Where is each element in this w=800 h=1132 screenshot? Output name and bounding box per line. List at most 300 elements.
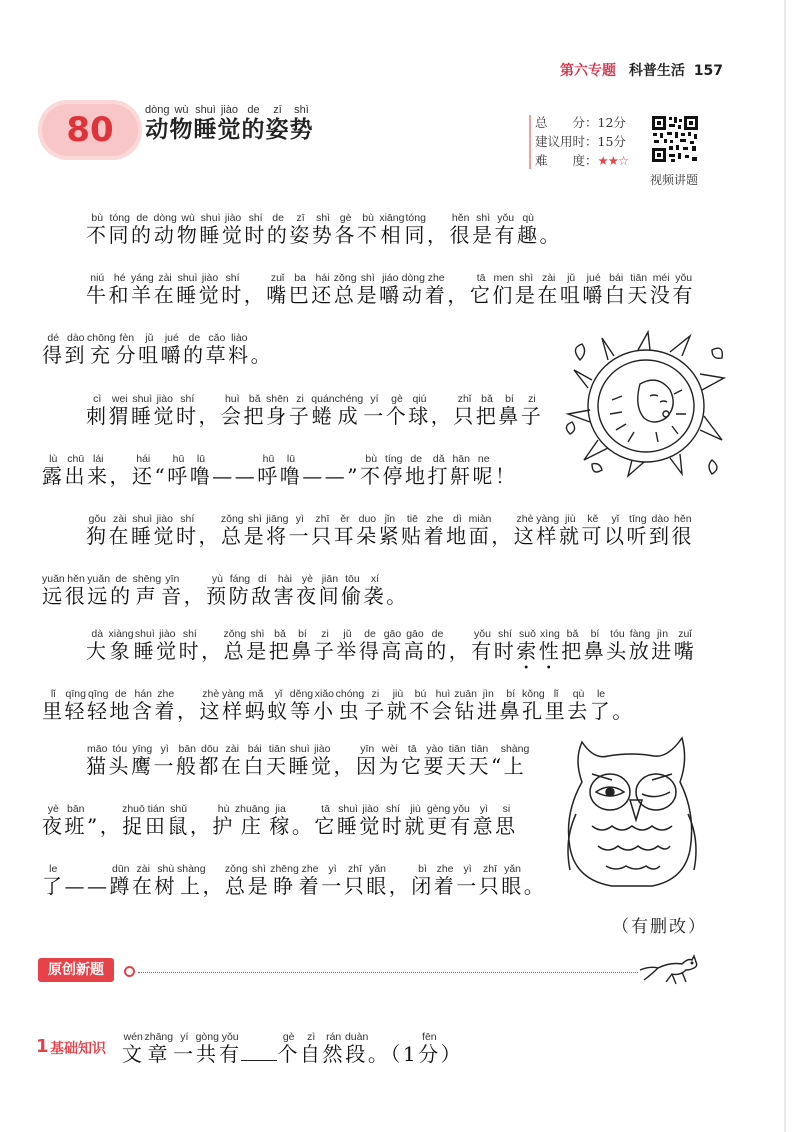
hanzi-with-pinyin: 会huì (431, 688, 455, 723)
punctuation: ， (243, 283, 267, 307)
info-divider (529, 115, 531, 169)
hanzi-with-pinyin: 睡shuì (131, 513, 154, 548)
hanzi-with-pinyin: 天tiān (266, 743, 289, 778)
hanzi-with-pinyin: 听tīng (626, 513, 650, 548)
hanzi-with-pinyin: 样yàng (222, 688, 245, 723)
section-divider (138, 972, 638, 973)
punctuation: ， (333, 754, 356, 778)
hanzi-with-pinyin: 很hěn (64, 573, 88, 608)
section-dot (124, 966, 135, 977)
punctuation: 。 (367, 1042, 391, 1066)
answer-blank[interactable] (241, 1042, 277, 1061)
paragraph-line (42, 688, 635, 721)
hanzi-with-pinyin: 分fèn (115, 332, 139, 367)
hanzi-with-pinyin: 打dǎ (427, 453, 450, 488)
hanzi-with-pinyin: 时shí (178, 628, 202, 663)
hanzi-with-pinyin: 进jìn (651, 628, 674, 663)
punctuation: 。 (539, 223, 562, 247)
punctuation: “ (491, 754, 504, 778)
hanzi-with-pinyin: 是shì (356, 272, 380, 307)
hanzi-with-pinyin: 般bān (176, 743, 199, 778)
hanzi-with-pinyin: 同tóng (404, 212, 427, 247)
hanzi-with-pinyin: 章zhāng (144, 1031, 174, 1066)
punctuation: ， (430, 404, 454, 428)
punctuation: （1 (390, 1042, 419, 1066)
hanzi-with-pinyin: 的de (426, 628, 449, 663)
hanzi-with-pinyin: 举jǔ (336, 628, 359, 663)
hanzi-with-pinyin: 在zài (537, 272, 560, 307)
hanzi-with-pinyin: 的de (183, 332, 206, 367)
hanzi-with-pinyin: 就jiù (559, 513, 582, 548)
suggested-time-value: 15分 (597, 134, 626, 149)
hanzi-with-pinyin: 姿zī (289, 212, 312, 247)
hanzi-with-pinyin: 睡shuì (133, 628, 157, 663)
hanzi-with-pinyin: 高gāo (403, 628, 427, 663)
hanzi-with-pinyin: 间jiān (318, 573, 342, 608)
hanzi-with-pinyin: 动dòng (153, 212, 177, 247)
punctuation: ， (189, 814, 213, 838)
question-tag: 基础知识 (50, 1041, 106, 1057)
hanzi-with-pinyin: 没méi (649, 272, 673, 307)
hanzi-with-pinyin: 羊yáng (131, 272, 154, 307)
hanzi-with-pinyin: 噜lū (189, 453, 213, 488)
hanzi-with-pinyin: 敌dí (251, 573, 274, 608)
hanzi-with-pinyin: 充chōng (87, 332, 116, 367)
hanzi-with-pinyin: 耳ěr (333, 513, 357, 548)
hanzi-with-pinyin: 就jiù (404, 803, 427, 838)
hanzi-with-pinyin: 的de (266, 212, 290, 247)
hanzi-with-pinyin: 出chū (64, 453, 87, 488)
paragraph-line (42, 803, 518, 836)
hanzi-with-pinyin: 时shí (493, 628, 517, 663)
hanzi-with-pinyin: 夜yè (42, 803, 65, 838)
hanzi-with-pinyin: 上shàng (177, 863, 206, 898)
punctuation: ， (447, 283, 470, 307)
hanzi-with-pinyin: 地dì (446, 513, 469, 548)
title-char: 动dòng (145, 104, 170, 143)
paragraph-line (42, 332, 273, 365)
hanzi-with-pinyin: 们men (492, 272, 515, 307)
page-number: 157 (693, 63, 723, 79)
hanzi-with-pinyin: 都dōu (198, 743, 221, 778)
title-char: 睡shuì (193, 104, 218, 143)
punctuation: ， (448, 639, 472, 663)
paragraph-line (86, 628, 696, 674)
hanzi-with-pinyin: 索suǒ (516, 628, 539, 663)
hanzi-with-pinyin: 是shì (246, 628, 269, 663)
hanzi-with-pinyin: 它tā (469, 272, 493, 307)
paragraph-line (42, 863, 546, 896)
hanzi-with-pinyin: 害hài (273, 573, 297, 608)
hanzi-with-pinyin: 睡shuì (176, 272, 199, 307)
hanzi-with-pinyin: 相xiāng (379, 212, 405, 247)
punctuation: 。 (386, 584, 409, 608)
hanzi-with-pinyin: 鼠shǔ (167, 803, 190, 838)
hanzi-with-pinyin: 总zǒng (223, 628, 247, 663)
hanzi-with-pinyin: 总zǒng (224, 863, 248, 898)
hanzi-with-pinyin: 天tiān (468, 743, 491, 778)
hanzi-with-pinyin: 更gèng (426, 803, 451, 838)
hanzi-with-pinyin: 和hé (108, 272, 131, 307)
hanzi-with-pinyin: 面miàn (468, 513, 492, 548)
hanzi-with-pinyin: 停tíng (382, 453, 405, 488)
hanzi-with-pinyin: 这zhè (513, 513, 537, 548)
hanzi-with-pinyin: 把bǎ (561, 628, 584, 663)
hanzi-with-pinyin: 地de (109, 688, 132, 723)
hanzi-with-pinyin: 要yào (423, 743, 446, 778)
hanzi-with-pinyin: 巴ba (288, 272, 312, 307)
info-box (523, 113, 628, 170)
hanzi-with-pinyin: 子zi (313, 628, 337, 663)
hanzi-with-pinyin: 还hái (132, 453, 155, 488)
hanzi-with-pinyin: 头tóu (108, 743, 131, 778)
hanzi-with-pinyin: 有yǒu (218, 1031, 242, 1066)
hanzi-with-pinyin: 是shì (247, 863, 271, 898)
hanzi-with-pinyin: 远yuǎn (42, 573, 65, 608)
hanzi-with-pinyin: 将jiāng (266, 513, 289, 548)
hanzi-with-pinyin: 鼻bí (498, 393, 521, 428)
hanzi-with-pinyin: 里lǐ (42, 688, 65, 723)
hanzi-with-pinyin: 分fēn (418, 1031, 441, 1066)
punctuation: ， (183, 584, 207, 608)
hanzi-with-pinyin: 子zi (520, 393, 544, 428)
paragraph-line (86, 743, 529, 776)
hanzi-with-pinyin: 时shí (176, 513, 199, 548)
hanzi-with-pinyin: 觉jiào (311, 743, 334, 778)
hanzi-with-pinyin: 时shí (244, 212, 267, 247)
paragraph-line (86, 393, 543, 426)
hanzi-with-pinyin: 嚼jiáo (379, 272, 402, 307)
punctuation: ” (347, 464, 360, 488)
hanzi-with-pinyin: 朵duo (356, 513, 379, 548)
hanzi-with-pinyin: 鼻bí (291, 628, 314, 663)
hanzi-with-pinyin: 个gè (277, 1031, 300, 1066)
hanzi-with-pinyin: 段duàn (344, 1031, 369, 1066)
hanzi-with-pinyin: 大dà (86, 628, 109, 663)
hanzi-with-pinyin: 只zhī (478, 863, 502, 898)
hanzi-with-pinyin: 孔kǒng (522, 688, 545, 723)
punctuation: 。 (523, 874, 547, 898)
title-char: 势shì (289, 104, 314, 143)
hanzi-with-pinyin: 不bù (359, 453, 383, 488)
punctuation: ， (202, 874, 226, 898)
suggested-time-label: 建议用时： (535, 134, 598, 149)
paragraph-line (42, 453, 517, 486)
hanzi-with-pinyin: 蚂mǎ (244, 688, 268, 723)
hanzi-with-pinyin: 料liào (228, 332, 251, 367)
hanzi-with-pinyin: 觉jiào (156, 628, 179, 663)
hanzi-with-pinyin: 总zǒng (333, 272, 357, 307)
source-note: （有删改） (612, 917, 707, 937)
hanzi-with-pinyin: 天tiān (446, 743, 469, 778)
hanzi-with-pinyin: 小xiǎo (313, 688, 336, 723)
difficulty-label: 难 度： (535, 153, 598, 168)
punctuation: ” (87, 814, 100, 838)
question-number: 1 (36, 1036, 49, 1057)
hanzi-with-pinyin: 自zì (299, 1031, 323, 1066)
hanzi-with-pinyin: 嚼jué (160, 332, 184, 367)
hanzi-with-pinyin: 防fáng (228, 573, 252, 608)
hanzi-with-pinyin: 睡shuì (288, 743, 311, 778)
hanzi-with-pinyin: 它tā (401, 743, 424, 778)
punctuation: ！ (494, 464, 518, 488)
punctuation: ， (177, 699, 200, 723)
category-label: 科普生活 (628, 63, 685, 79)
difficulty (523, 151, 628, 170)
hanzi-with-pinyin: 轻qīng (64, 688, 87, 723)
hanzi-with-pinyin: 意yì (472, 803, 496, 838)
hanzi-with-pinyin: 钻zuān (454, 688, 477, 723)
hanzi-with-pinyin: 贴tiē (401, 513, 424, 548)
title-char: 的de (241, 104, 266, 143)
hanzi-with-pinyin: 是shì (471, 212, 495, 247)
hanzi-with-pinyin: 它tā (314, 803, 337, 838)
hanzi-with-pinyin: 为wèi (378, 743, 401, 778)
hanzi-with-pinyin: 紧jǐn (378, 513, 402, 548)
hanzi-with-pinyin: 咀jǔ (559, 272, 583, 307)
paragraph-line (86, 212, 562, 245)
hanzi-with-pinyin: 含hán (132, 688, 155, 723)
punctuation: ， (491, 524, 514, 548)
hanzi-with-pinyin: 头tóu (606, 628, 629, 663)
hanzi-with-pinyin: 趣qù (516, 212, 540, 247)
hanzi-with-pinyin: 鹰yīng (131, 743, 154, 778)
punctuation: ） (440, 1042, 464, 1066)
hanzi-with-pinyin: 一yì (456, 863, 479, 898)
hanzi-with-pinyin: 不bù (86, 212, 109, 247)
hanzi-with-pinyin: 猫māo (86, 743, 109, 778)
hanzi-with-pinyin: 势shì (311, 212, 335, 247)
total-score-label: 总 分： (535, 115, 598, 130)
hanzi-with-pinyin: 有yǒu (494, 212, 517, 247)
hanzi-with-pinyin: 一yì (321, 863, 344, 898)
hanzi-with-pinyin: 动dòng (401, 272, 425, 307)
hanzi-with-pinyin: 树shù (154, 863, 177, 898)
hanzi-with-pinyin: 因yīn (356, 743, 379, 778)
hanzi-with-pinyin: 狗gǒu (86, 513, 109, 548)
hanzi-with-pinyin: 很hěn (449, 212, 472, 247)
qr-code-icon[interactable] (650, 114, 700, 164)
hanzi-with-pinyin: 有yǒu (672, 272, 695, 307)
hedgehog-illustration (562, 330, 730, 478)
hanzi-with-pinyin: 样yàng (536, 513, 560, 548)
hanzi-with-pinyin: 得dé (42, 332, 65, 367)
hanzi-with-pinyin: 有yǒu (471, 628, 494, 663)
hanzi-with-pinyin: 在zài (221, 743, 244, 778)
page-header (560, 60, 723, 80)
hanzi-with-pinyin: 噜lū (279, 453, 303, 488)
hanzi-with-pinyin: 有yǒu (450, 803, 473, 838)
hanzi-with-pinyin: 子zi (364, 688, 387, 723)
hanzi-with-pinyin: 上shàng (500, 743, 530, 778)
hanzi-with-pinyin: 呼hū (167, 453, 190, 488)
hanzi-with-pinyin: 球qiú (408, 393, 431, 428)
hanzi-with-pinyin: 只zhī (311, 513, 334, 548)
section-label: 原创新题 (38, 958, 114, 982)
paragraph-line (42, 573, 409, 606)
question-text (122, 1031, 463, 1064)
hanzi-with-pinyin: 蜷quán (311, 393, 335, 428)
total-score (523, 113, 628, 132)
title-char: 物wù (169, 104, 194, 143)
hanzi-with-pinyin: 进jìn (477, 688, 500, 723)
hanzi-with-pinyin: 把bǎ (243, 393, 266, 428)
lesson-title (145, 104, 313, 141)
hanzi-with-pinyin: 声shēng (132, 573, 162, 608)
hanzi-with-pinyin: 嚼jué (582, 272, 605, 307)
hanzi-with-pinyin: 得de (358, 628, 382, 663)
hanzi-with-pinyin: 白bái (243, 743, 266, 778)
hanzi-with-pinyin: 同tóng (108, 212, 131, 247)
hanzi-with-pinyin: 护hù (212, 803, 235, 838)
hanzi-with-pinyin: 蹲dūn (109, 863, 132, 898)
hanzi-with-pinyin: 是shì (514, 272, 538, 307)
hanzi-with-pinyin: 班bān (64, 803, 87, 838)
hanzi-with-pinyin: 轻qīng (87, 688, 110, 723)
hanzi-with-pinyin: 性xìng (538, 628, 562, 663)
hanzi-with-pinyin: 子zi (288, 393, 312, 428)
hanzi-with-pinyin: 只zhī (343, 863, 367, 898)
paragraph-line (86, 272, 695, 305)
hanzi-with-pinyin: 就jiù (386, 688, 410, 723)
hanzi-with-pinyin: 在zài (108, 513, 131, 548)
hanzi-with-pinyin: 远yuǎn (87, 573, 111, 608)
punctuation: ， (201, 639, 224, 663)
hanzi-with-pinyin: 睡shuì (336, 803, 360, 838)
hanzi-with-pinyin: 到dào (64, 332, 87, 367)
hanzi-with-pinyin: 成chéng (334, 393, 364, 428)
hanzi-with-pinyin: 物wù (176, 212, 200, 247)
hanzi-with-pinyin: 捉zhuō (122, 803, 145, 838)
hanzi-with-pinyin: 是shì (243, 513, 267, 548)
punctuation: 。 (612, 699, 635, 723)
topic-label: 第六专题 (560, 63, 616, 79)
title-char: 觉jiào (217, 104, 242, 143)
hanzi-with-pinyin: 鼻bí (583, 628, 607, 663)
hanzi-with-pinyin: 一yí (173, 1031, 196, 1066)
hanzi-with-pinyin: 在zài (153, 272, 177, 307)
hanzi-with-pinyin: 了le (42, 863, 65, 898)
hanzi-with-pinyin: 一yì (288, 513, 312, 548)
lesson-number-badge (38, 100, 142, 160)
hanzi-with-pinyin: 不bù (356, 212, 380, 247)
hanzi-with-pinyin: 着zhe (433, 863, 457, 898)
hanzi-with-pinyin: 这zhè (199, 688, 222, 723)
hanzi-with-pinyin: 呼hū (257, 453, 280, 488)
hanzi-with-pinyin: 个gè (385, 393, 409, 428)
hanzi-with-pinyin: 稼jia (269, 803, 292, 838)
hanzi-with-pinyin: 觉jiào (198, 272, 222, 307)
hanzi-with-pinyin: 很hěn (671, 513, 695, 548)
punctuation: ， (426, 223, 450, 247)
hanzi-with-pinyin: 的de (131, 212, 154, 247)
hanzi-with-pinyin: 闭bì (411, 863, 434, 898)
hanzi-with-pinyin: 咀jǔ (138, 332, 161, 367)
hanzi-with-pinyin: 时shí (221, 272, 244, 307)
hanzi-with-pinyin: 在zài (132, 863, 155, 898)
punctuation: ， (388, 874, 412, 898)
hanzi-with-pinyin: 睡shuì (131, 393, 154, 428)
hanzi-with-pinyin: 各gè (334, 212, 357, 247)
hanzi-with-pinyin: 觉jiào (153, 393, 176, 428)
hanzi-with-pinyin: 田tián (144, 803, 168, 838)
hanzi-with-pinyin: 共gòng (195, 1031, 219, 1066)
hanzi-with-pinyin: 时shí (381, 803, 405, 838)
punctuation: ， (198, 404, 221, 428)
running-cat-icon (636, 950, 700, 986)
hanzi-with-pinyin: 觉jiào (359, 803, 382, 838)
hanzi-with-pinyin: 蚁yǐ (267, 688, 290, 723)
hanzi-with-pinyin: 鼻bí (499, 688, 522, 723)
hanzi-with-pinyin: 夜yè (296, 573, 319, 608)
hanzi-with-pinyin: 然rán (322, 1031, 345, 1066)
hanzi-with-pinyin: 着zhe (298, 863, 322, 898)
hanzi-with-pinyin: 到dào (649, 513, 672, 548)
paragraph-line (86, 513, 694, 546)
hanzi-with-pinyin: 音yīn (161, 573, 184, 608)
hanzi-with-pinyin: 把bǎ (268, 628, 292, 663)
punctuation: “ (154, 464, 168, 488)
hanzi-with-pinyin: 一yì (153, 743, 176, 778)
hanzi-with-pinyin: 预yù (206, 573, 229, 608)
hanzi-with-pinyin: 身shēn (266, 393, 289, 428)
punctuation: —— (64, 874, 110, 898)
hanzi-with-pinyin: 去qù (567, 688, 590, 723)
hanzi-with-pinyin: 时shí (176, 393, 199, 428)
hanzi-with-pinyin: 以yǐ (604, 513, 627, 548)
hanzi-with-pinyin: 偷tōu (341, 573, 364, 608)
hanzi-with-pinyin: 着zhe (423, 513, 447, 548)
video-explanation-label: 视频讲题 (650, 173, 699, 187)
hanzi-with-pinyin: 袭xí (363, 573, 387, 608)
hanzi-with-pinyin: 里lǐ (544, 688, 568, 723)
hanzi-with-pinyin: 觉jiào (153, 513, 176, 548)
hanzi-with-pinyin: 嘴zuǐ (673, 628, 697, 663)
hanzi-with-pinyin: 草cǎo (205, 332, 229, 367)
hanzi-with-pinyin: 睁zhēng (270, 863, 299, 898)
hanzi-with-pinyin: 天tiān (627, 272, 650, 307)
difficulty-stars: ★★☆ (597, 153, 629, 168)
punctuation: —— (302, 464, 348, 488)
punctuation: ， (109, 464, 132, 488)
punctuation: 。 (250, 343, 274, 367)
hanzi-with-pinyin: 文wén (122, 1031, 145, 1066)
hanzi-with-pinyin: 只zhǐ (453, 393, 476, 428)
hanzi-with-pinyin: 高gāo (381, 628, 404, 663)
hanzi-with-pinyin: 刺cì (86, 393, 109, 428)
hanzi-with-pinyin: 思si (495, 803, 518, 838)
hanzi-with-pinyin: 睡shuì (199, 212, 222, 247)
owl-illustration (552, 730, 712, 888)
hanzi-with-pinyin: 总zǒng (220, 513, 244, 548)
hanzi-with-pinyin: 眼yǎn (366, 863, 389, 898)
punctuation: 。 (291, 814, 315, 838)
hanzi-with-pinyin: 一yí (363, 393, 386, 428)
punctuation: —— (212, 464, 258, 488)
hanzi-with-pinyin: 了le (589, 688, 613, 723)
hanzi-with-pinyin: 露lù (42, 453, 65, 488)
hanzi-with-pinyin: 地de (404, 453, 428, 488)
hanzi-with-pinyin: 猬wei (108, 393, 131, 428)
hanzi-with-pinyin: 呢ne (472, 453, 495, 488)
hanzi-with-pinyin: 牛niú (86, 272, 109, 307)
hanzi-with-pinyin: 虫chóng (335, 688, 365, 723)
hanzi-with-pinyin: 鼾hān (449, 453, 473, 488)
punctuation: ， (198, 524, 221, 548)
hanzi-with-pinyin: 白bái (604, 272, 628, 307)
lesson-title-text (145, 104, 313, 141)
hanzi-with-pinyin: 着zhe (154, 688, 177, 723)
